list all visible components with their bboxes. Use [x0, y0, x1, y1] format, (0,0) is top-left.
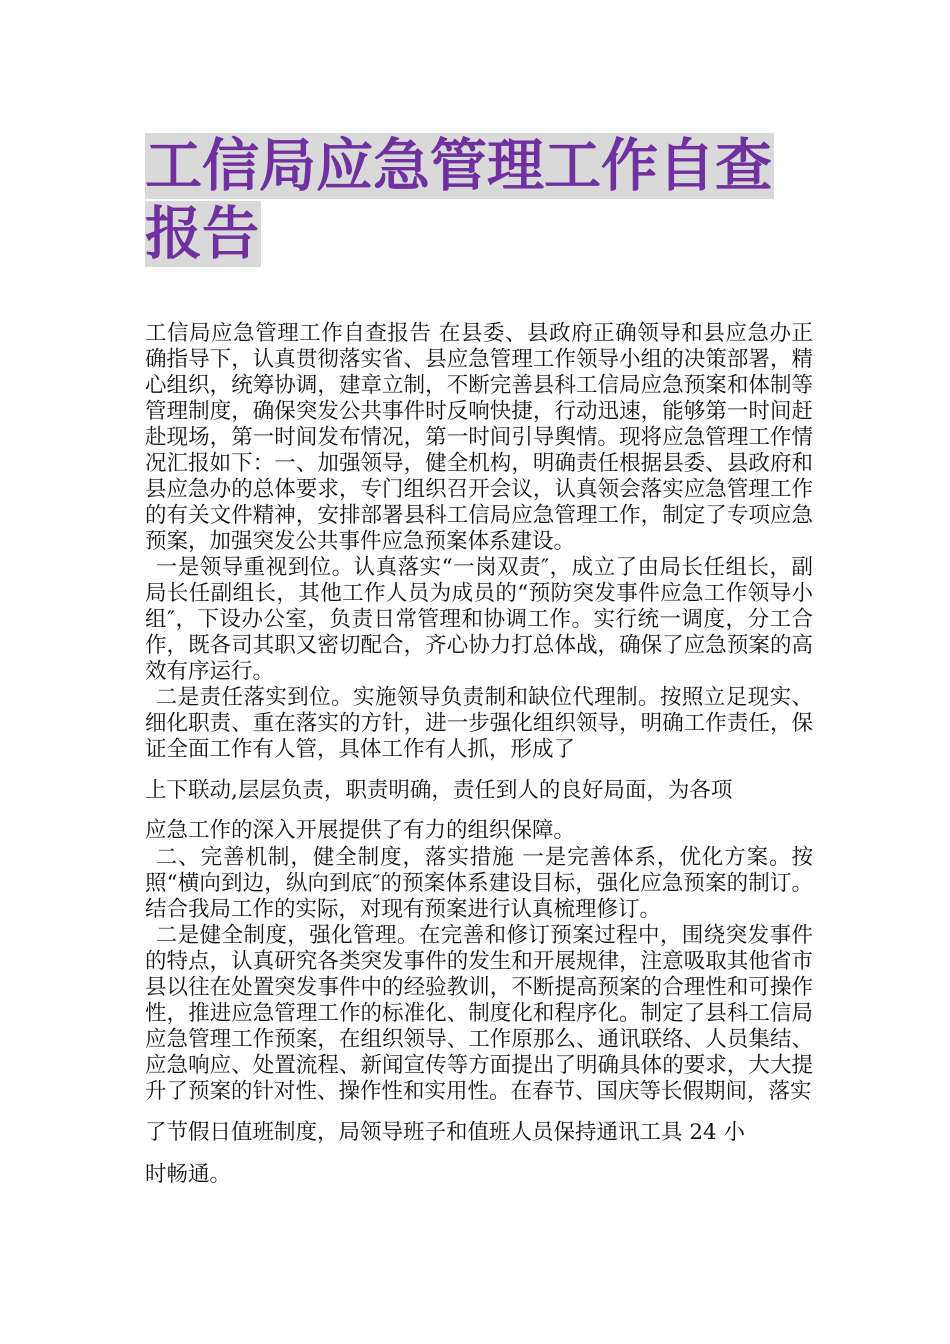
paragraph-system-cont-2	[145, 1153, 813, 1197]
paragraph-system-cont-1	[145, 1111, 813, 1155]
paragraph-leadership: 一是领导重视到位。认真落实“一岗双责″，成立了由局长任组长，副局长任副组长，其他工作人员为成员的“预防突发事件应急工作领导小组″，下设办公室，负责日常管理和协调工作。实行统一调度，分工合作，既各司其职又密切配合，齐心协力打总体战，确保了应急预案的高效有序运行。	[145, 555, 813, 684]
document-title	[145, 132, 815, 268]
text-line: 上下联动,层层负责，职责明确，责任到人的良好局面，为各项	[145, 778, 733, 803]
paragraph-system: 二是健全制度，强化管理。在完善和修订预案过程中，围绕突发事件的特点，认真研究各类突发事件的发生和开展规律，注意吸取其他省市县以往在处置突发事件中的经验教训，不断提高预案的合理性和可操作性，推进应急管理工作的标准化、制度化和程序化。制定了县科工信局应急管理工作预案，在组织领导、工作原那么、通讯联络、人员集结、应急响应、处置流程、新闻宣传等方面提出了明确具体的要求，大大提升了预案的针对性、操作性和实用性。在春节、国庆等长假期间，落实	[145, 923, 813, 1104]
text-line: 应急工作的深入开展提供了有力的组织保障。	[145, 818, 576, 843]
text-line: 了节假日值班制度，局领导班子和值班人员保持通讯工具 24 小	[145, 1120, 746, 1145]
paragraph-responsibility: 二是责任落实到位。实施领导负责制和缺位代理制。按照立足现实、细化职责、重在落实的方针，进一步强化组织领导，明确工作责任，保证全面工作有人管，具体工作有人抓，形成了	[145, 685, 813, 762]
text-line: 时畅通。	[145, 1162, 232, 1187]
paragraph-intro: 工信局应急管理工作自查报告 在县委、县政府正确领导和县应急办正确指导下，认真贯彻落实省、县应急管理工作领导小组的决策部署，精心组织，统筹协调，建章立制，不断完善县科工信局应急预案和体制等管理制度，确保突发公共事件时反响快捷，行动迅速，能够第一时间赶赴现场，第一时间发布情况，第一时间引导舆情。现将应急管理工作情况汇报如下：一、加强领导，健全机构，明确责任根据县委、县政府和县应急办的总体要求，专门组织召开会议，认真领会落实应急管理工作的有关文件精神，安排部署县科工信局应急管理工作，制定了专项应急预案，加强突发公共事件应急预案体系建设。	[145, 321, 813, 554]
document-title-text: 工信局应急管理工作自查报告	[145, 133, 772, 267]
paragraph-mechanism: 二、完善机制，健全制度，落实措施 一是完善体系，优化方案。按照“横向到边，纵向到底″的预案体系建设目标，强化应急预案的制订。结合我局工作的实际，对现有预案进行认真梳理修订。	[145, 845, 813, 922]
document-body	[145, 321, 813, 1197]
paragraph-responsibility-cont-1	[145, 769, 813, 813]
